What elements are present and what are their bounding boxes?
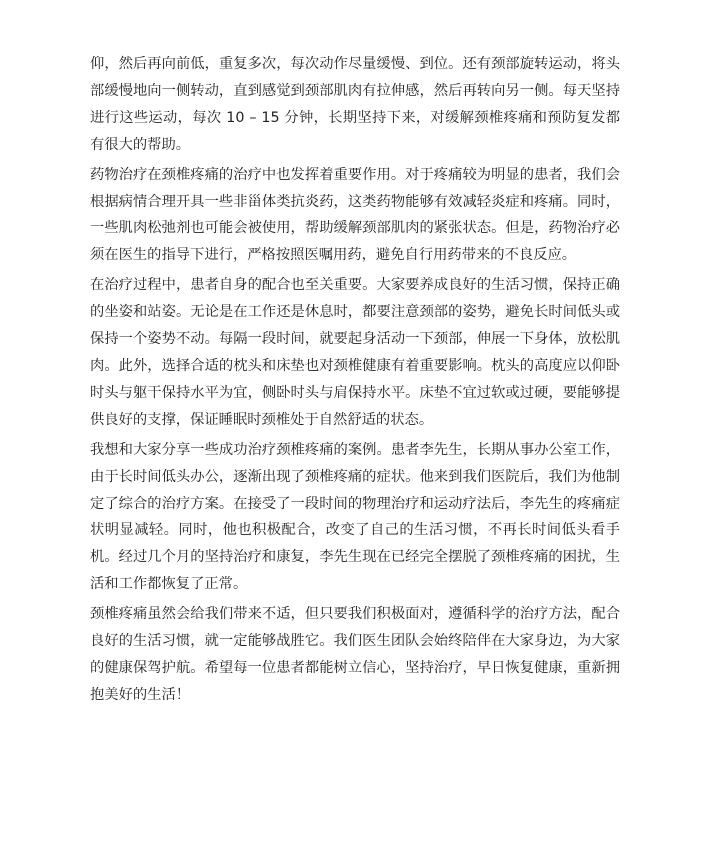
paragraph-medication: 药物治疗在颈椎疼痛的治疗中也发挥着重要作用。对于疼痛较为明显的患者，我们会根据病情合理开具一些非甾体类抗炎药，这类药物能够有效减轻炎症和疼痛。同时，一些肌肉松弛剂也可能会被使用，帮助缓解颈部肌肉的紧张状态。但是，药物治疗必须在医生的指导下进行，严格按照医嘱用药，避免自行用药带来的不良反应。 <box>90 166 620 264</box>
paragraph-patient-habits: 在治疗过程中，患者自身的配合也至关重要。大家要养成良好的生活习惯，保持正确的坐姿和站姿。无论是在工作还是休息时，都要注意颈部的姿势，避免长时间低头或保持一个姿势不动。每隔一段时间，就要起身活动一下颈部，伸展一下身体，放松肌肉。此外，选择合适的枕头和床垫也对颈椎健康有着重要影响。枕头的高度应以仰卧时头与躯干保持水平为宜，侧卧时头与肩保持水平。床垫不宜过软或过硬，要能够提供良好的支撑，保证睡眠时颈椎处于自然舒适的状态。 <box>90 277 620 428</box>
paragraph-neck-exercises: 仰，然后再向前低，重复多次，每次动作尽量缓慢、到位。还有颈部旋转运动，将头部缓慢地向一侧转动，直到感觉到颈部肌肉有拉伸感，然后再转向另一侧。每天坚持进行这些运动，每次 10 – 15 分钟，长期坚持下来，对缓解颈椎疼痛和预防复发都有很大的帮助。 <box>90 56 620 153</box>
paragraph-case-study: 我想和大家分享一些成功治疗颈椎疼痛的案例。患者李先生，长期从事办公室工作，由于长时间低头办公，逐渐出现了颈椎疼痛的症状。他来到我们医院后，我们为他制定了综合的治疗方案。在接受了一段时间的物理治疗和运动疗法后，李先生的疼痛症状明显减轻。同时，他也积极配合，改变了自己的生活习惯，不再长时间低头看手机。经过几个月的坚持治疗和康复，李先生现在已经完全摆脱了颈椎疼痛的困扰，生活和工作都恢复了正常。 <box>90 441 620 593</box>
document-page <box>90 51 620 709</box>
paragraph-conclusion: 颈椎疼痛虽然会给我们带来不适，但只要我们积极面对，遵循科学的治疗方法，配合良好的生活习惯，就一定能够战胜它。我们医生团队会始终陪伴在大家身边，为大家的健康保驾护航。希望每一位患者都能树立信心，坚持治疗，早日恢复健康，重新拥抱美好的生活！ <box>90 606 620 703</box>
